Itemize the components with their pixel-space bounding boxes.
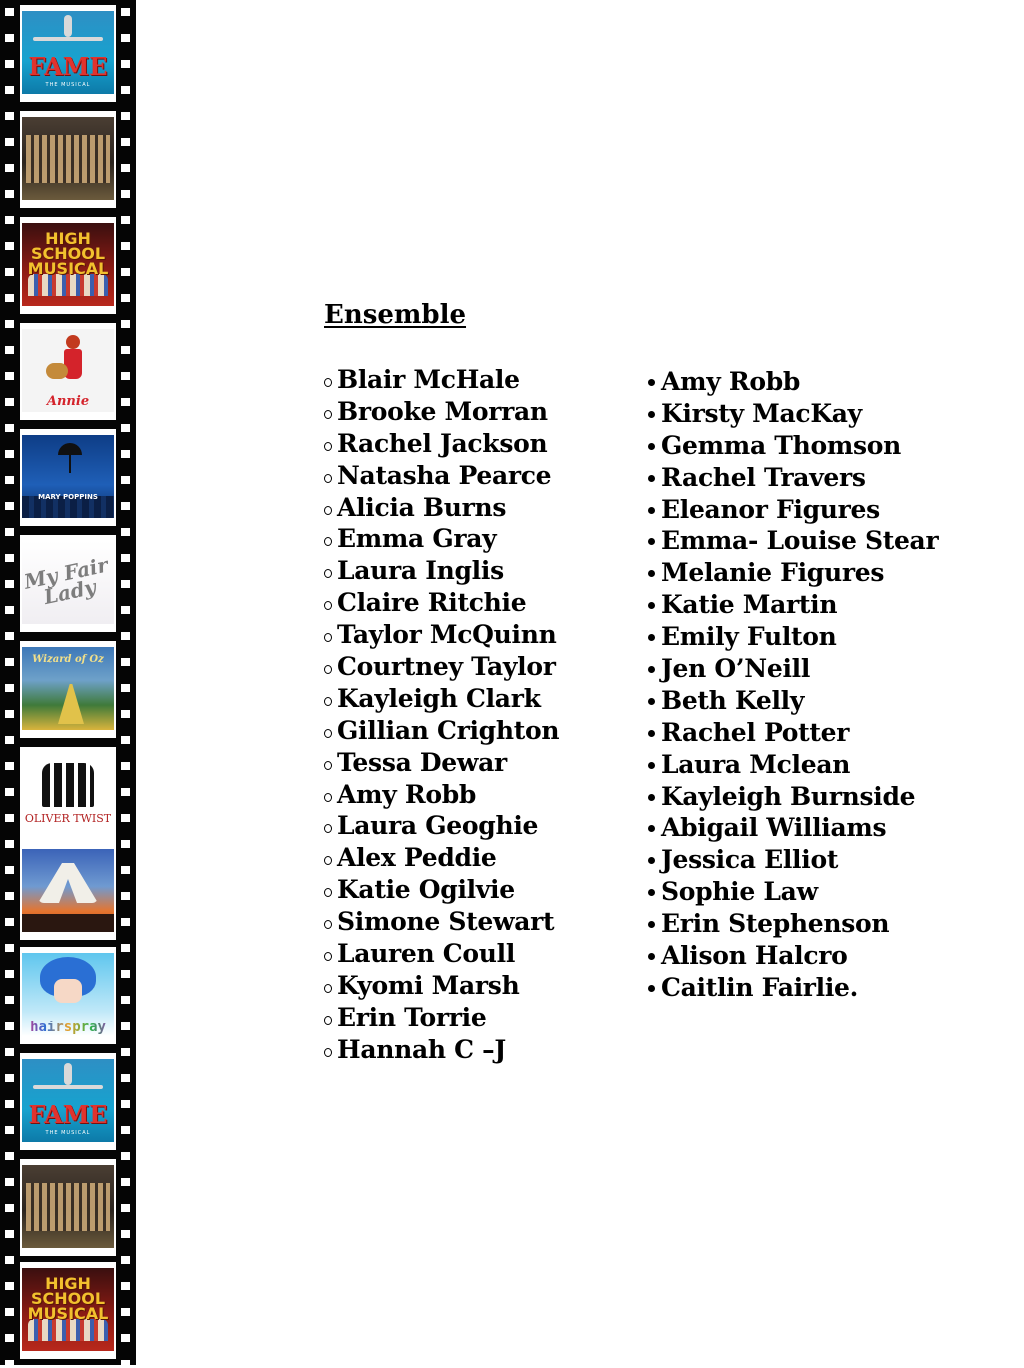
ensemble-member: Simone Stewart: [324, 906, 559, 938]
wizard-of-oz-poster: [22, 647, 114, 730]
sprocket-hole: [121, 1360, 130, 1368]
sprocket-hole: [121, 476, 130, 484]
sprocket-hole: [121, 1256, 130, 1264]
ensemble-member: Blair McHale: [324, 364, 559, 396]
ensemble-member: Kirsty MacKay: [646, 398, 938, 430]
sprocket-hole: [121, 658, 130, 666]
film-frame: [20, 641, 116, 738]
sprocket-hole: [5, 1204, 14, 1212]
sprocket-hole: [5, 1360, 14, 1368]
sprocket-hole: [5, 814, 14, 822]
ensemble-member: Amy Robb: [324, 779, 559, 811]
ensemble-member: Kayleigh Clark: [324, 683, 559, 715]
poster-title: HIGH SCHOOL MUSICAL: [27, 228, 109, 279]
ensemble-member: Gemma Thomson: [646, 430, 938, 462]
sprocket-hole: [5, 138, 14, 146]
sprocket-hole: [121, 242, 130, 250]
ensemble-member: Beth Kelly: [646, 685, 938, 717]
sprocket-hole: [5, 944, 14, 952]
ensemble-member: Laura Inglis: [324, 555, 559, 587]
mary-poppins-poster: [22, 435, 114, 518]
ensemble-list-left: [324, 364, 559, 1066]
ensemble-member: Lauren Coull: [324, 938, 559, 970]
sprocket-hole: [5, 658, 14, 666]
film-frame: [20, 947, 116, 1044]
film-frame: [20, 1053, 116, 1150]
sprocket-hole: [5, 294, 14, 302]
sprocket-hole: [5, 892, 14, 900]
ensemble-member: Taylor McQuinn: [324, 619, 559, 651]
sprocket-hole: [121, 996, 130, 1004]
fame-poster: [22, 1059, 114, 1142]
sprocket-hole: [5, 216, 14, 224]
sprocket-hole: [5, 34, 14, 42]
sprocket-hole: [5, 1230, 14, 1238]
poster-title: HIGH SCHOOL MUSICAL: [27, 1273, 109, 1324]
sprocket-hole: [5, 450, 14, 458]
sprocket-hole: [5, 1308, 14, 1316]
chorus-line-poster: [22, 1165, 114, 1248]
sprocket-hole: [121, 814, 130, 822]
my-fair-lady-poster: [22, 541, 114, 624]
sprocket-hole: [5, 1022, 14, 1030]
ensemble-member: Claire Ritchie: [324, 587, 559, 619]
sprocket-hole: [121, 372, 130, 380]
ensemble-member: Emily Fulton: [646, 621, 938, 653]
sprocket-hole: [121, 216, 130, 224]
sprocket-hole: [121, 268, 130, 276]
sprocket-hole: [121, 580, 130, 588]
sprocket-hole: [121, 1334, 130, 1342]
ensemble-member: Laura Mclean: [646, 749, 938, 781]
sprocket-hole: [5, 580, 14, 588]
poster-subtitle: THE MUSICAL: [45, 82, 91, 88]
sprocket-hole: [121, 918, 130, 926]
sprocket-hole: [5, 606, 14, 614]
ensemble-member: Alex Peddie: [324, 842, 559, 874]
sprocket-hole: [121, 606, 130, 614]
ensemble-member: Emma- Louise Stear: [646, 525, 938, 557]
poster-title: Annie: [46, 393, 90, 409]
sprocket-hole: [5, 1256, 14, 1264]
sprocket-hole: [121, 970, 130, 978]
ensemble-member: Hannah C –J: [324, 1034, 559, 1066]
sprocket-hole: [5, 398, 14, 406]
sprocket-hole: [5, 554, 14, 562]
ensemble-member: Jessica Elliot: [646, 844, 938, 876]
sprocket-hole: [121, 684, 130, 692]
ensemble-member: Erin Torrie: [324, 1002, 559, 1034]
poster-title: Wizard of Oz: [32, 654, 104, 665]
sprocket-hole: [5, 242, 14, 250]
sprocket-hole: [5, 866, 14, 874]
sprocket-hole: [121, 320, 130, 328]
sprocket-hole: [121, 1126, 130, 1134]
ensemble-member: Alicia Burns: [324, 492, 559, 524]
film-frame: [20, 5, 116, 102]
sprocket-hole: [121, 1178, 130, 1186]
sprocket-hole: [121, 112, 130, 120]
ensemble-member: Abigail Williams: [646, 812, 938, 844]
sprocket-hole: [121, 398, 130, 406]
sprocket-hole: [121, 138, 130, 146]
sprocket-hole: [121, 710, 130, 718]
poster-title: FAME: [28, 52, 108, 82]
sprocket-hole: [5, 86, 14, 94]
sprocket-hole: [121, 632, 130, 640]
ensemble-member: Laura Geoghie: [324, 810, 559, 842]
sprocket-hole: [5, 684, 14, 692]
ensemble-member: Rachel Potter: [646, 717, 938, 749]
annie-poster: [22, 329, 114, 412]
fame-poster: [22, 11, 114, 94]
sprocket-hole: [121, 424, 130, 432]
film-frame: [20, 323, 116, 420]
ensemble-member: Rachel Travers: [646, 462, 938, 494]
sprocket-hole: [5, 632, 14, 640]
oliver-twist-poster: [22, 753, 114, 836]
sprocket-hole: [121, 34, 130, 42]
sprocket-hole: [5, 8, 14, 16]
film-frame: [20, 111, 116, 208]
ensemble-member: Katie Ogilvie: [324, 874, 559, 906]
sprocket-hole: [121, 1308, 130, 1316]
sprocket-hole: [5, 476, 14, 484]
section-heading: Ensemble: [324, 300, 467, 330]
sprocket-hole: [5, 1048, 14, 1056]
sprocket-hole: [5, 190, 14, 198]
poster-subtitle: THE MUSICAL: [45, 1130, 91, 1136]
sprocket-hole: [5, 268, 14, 276]
sprocket-hole: [5, 996, 14, 1004]
sprocket-hole: [5, 164, 14, 172]
poster-title: OLIVER TWIST: [24, 811, 112, 825]
sprocket-hole: [121, 944, 130, 952]
sprocket-hole: [121, 502, 130, 510]
sprocket-hole: [121, 164, 130, 172]
ensemble-member: Eleanor Figures: [646, 494, 938, 526]
ensemble-member: Melanie Figures: [646, 557, 938, 589]
sprocket-hole: [5, 970, 14, 978]
poster-title: MARY POPPINS: [38, 493, 98, 502]
ensemble-member: Emma Gray: [324, 523, 559, 555]
ensemble-member: Jen O’Neill: [646, 653, 938, 685]
ensemble-member: Katie Martin: [646, 589, 938, 621]
sprocket-hole: [5, 788, 14, 796]
sprocket-hole: [121, 1100, 130, 1108]
sprocket-hole: [121, 60, 130, 68]
sprocket-hole: [5, 736, 14, 744]
ensemble-member: Tessa Dewar: [324, 747, 559, 779]
film-frame: [20, 747, 116, 844]
ensemble-member: Brooke Morran: [324, 396, 559, 428]
sprocket-hole: [121, 1022, 130, 1030]
sprocket-hole: [5, 710, 14, 718]
film-frame: [20, 1262, 116, 1359]
film-frame: [20, 429, 116, 526]
sprocket-hole: [5, 918, 14, 926]
sprocket-hole: [121, 1048, 130, 1056]
ensemble-member: Caitlin Fairlie.: [646, 972, 938, 1004]
sprocket-hole: [5, 60, 14, 68]
sprocket-hole: [5, 372, 14, 380]
sprocket-hole: [5, 1334, 14, 1342]
high-school-musical-poster: [22, 223, 114, 306]
film-frame: [20, 1159, 116, 1256]
sprocket-hole: [5, 528, 14, 536]
sprocket-hole: [121, 554, 130, 562]
ensemble-member: Kayleigh Burnside: [646, 781, 938, 813]
film-frame: [20, 535, 116, 632]
sprocket-hole: [121, 450, 130, 458]
film-strip: [0, 0, 136, 1365]
sprocket-hole: [5, 424, 14, 432]
sprocket-hole: [5, 762, 14, 770]
sprocket-hole: [121, 294, 130, 302]
film-frame: [20, 217, 116, 314]
sprocket-hole: [121, 788, 130, 796]
ensemble-member: Alison Halcro: [646, 940, 938, 972]
sprocket-hole: [121, 1204, 130, 1212]
sprocket-hole: [5, 112, 14, 120]
sprocket-hole: [121, 1230, 130, 1238]
high-school-musical-poster: [22, 1268, 114, 1351]
sprocket-hole: [121, 762, 130, 770]
sprocket-hole: [121, 8, 130, 16]
sprocket-hole: [5, 502, 14, 510]
ensemble-member: Sophie Law: [646, 876, 938, 908]
sprocket-hole: [121, 840, 130, 848]
poster-title: FAME: [28, 1100, 108, 1130]
sprocket-hole: [121, 892, 130, 900]
ensemble-member: Amy Robb: [646, 366, 938, 398]
blood-brothers-poster: [22, 849, 114, 932]
ensemble-member: Gillian Crighton: [324, 715, 559, 747]
sprocket-hole: [121, 528, 130, 536]
sprocket-hole: [5, 1178, 14, 1186]
sprocket-hole: [5, 840, 14, 848]
hairspray-poster: [22, 953, 114, 1036]
poster-title: hairspray: [22, 1021, 114, 1034]
sprocket-hole: [5, 1126, 14, 1134]
sprocket-hole: [121, 346, 130, 354]
ensemble-member: Kyomi Marsh: [324, 970, 559, 1002]
sprocket-hole: [121, 736, 130, 744]
ensemble-member: Erin Stephenson: [646, 908, 938, 940]
sprocket-hole: [5, 1152, 14, 1160]
film-frame: [20, 843, 116, 940]
ensemble-member: Natasha Pearce: [324, 460, 559, 492]
sprocket-hole: [5, 1074, 14, 1082]
ensemble-member: Courtney Taylor: [324, 651, 559, 683]
sprocket-hole: [121, 1074, 130, 1082]
sprocket-hole: [121, 1152, 130, 1160]
sprocket-hole: [121, 190, 130, 198]
chorus-line-poster: [22, 117, 114, 200]
poster-title: My Fair Lady: [22, 552, 110, 609]
ensemble-list-right: [646, 366, 938, 1004]
sprocket-hole: [121, 1282, 130, 1290]
sprocket-hole: [5, 320, 14, 328]
sprocket-hole: [121, 866, 130, 874]
sprocket-hole: [5, 346, 14, 354]
ensemble-member: Rachel Jackson: [324, 428, 559, 460]
sprocket-hole: [121, 86, 130, 94]
sprocket-hole: [5, 1100, 14, 1108]
sprocket-hole: [5, 1282, 14, 1290]
